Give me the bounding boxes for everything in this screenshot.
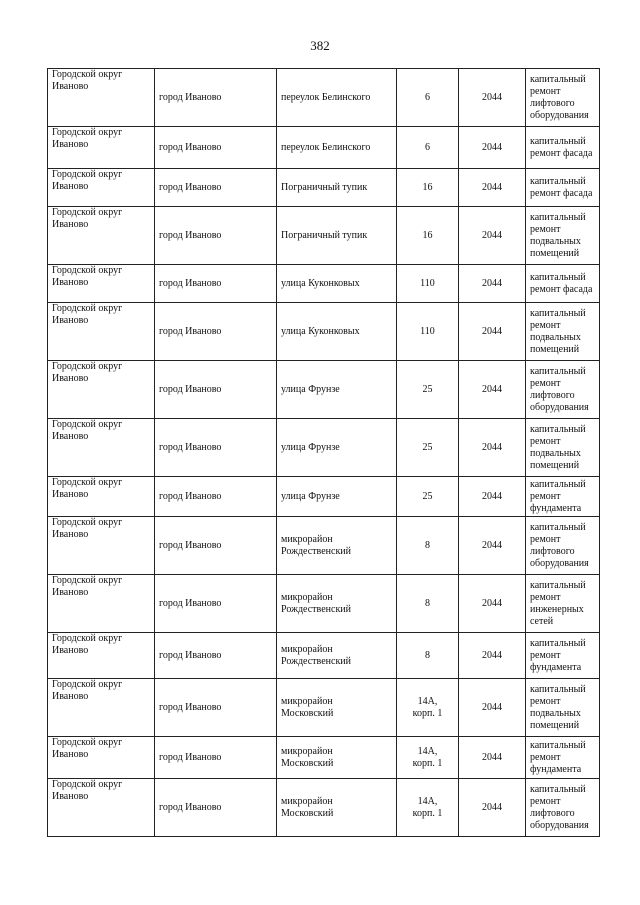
settlement-cell-text: город Иваново <box>159 229 222 241</box>
work-type-cell <box>526 361 600 419</box>
table-row <box>48 127 600 169</box>
municipality-cell <box>48 679 155 737</box>
street-cell-text: микрорайон Рождественский <box>281 533 352 557</box>
house-number-cell-text: 25 <box>422 441 433 453</box>
year-cell-text: 2044 <box>482 229 502 241</box>
house-number-cell-text: 25 <box>422 490 433 502</box>
settlement-cell-text: город Иваново <box>159 649 222 661</box>
table-row <box>48 69 600 127</box>
house-number-cell <box>397 737 459 779</box>
municipality-cell-text: Городской округ Иваново <box>52 303 123 326</box>
street-cell <box>277 127 397 169</box>
house-number-cell-text: 8 <box>425 539 430 551</box>
work-type-cell-text: капитальный ремонт фасада <box>530 175 593 199</box>
year-cell <box>459 127 526 169</box>
year-cell <box>459 517 526 575</box>
house-number-cell-text: 25 <box>422 383 433 395</box>
table-row <box>48 303 600 361</box>
year-cell-text: 2044 <box>482 490 502 502</box>
settlement-cell <box>155 303 277 361</box>
house-number-cell <box>397 517 459 575</box>
settlement-cell-text: город Иваново <box>159 383 222 395</box>
house-number-cell-text: 14А, корп. 1 <box>412 745 443 769</box>
street-cell <box>277 679 397 737</box>
settlement-cell-text: город Иваново <box>159 539 222 551</box>
year-cell <box>459 575 526 633</box>
house-number-cell <box>397 69 459 127</box>
house-number-cell <box>397 127 459 169</box>
work-type-cell <box>526 633 600 679</box>
work-type-cell <box>526 517 600 575</box>
municipality-cell-text: Городской округ Иваново <box>52 127 123 150</box>
house-number-cell <box>397 303 459 361</box>
settlement-cell-text: город Иваново <box>159 141 222 153</box>
work-type-cell-text: капитальный ремонт фундамента <box>530 478 586 514</box>
settlement-cell-text: город Иваново <box>159 441 222 453</box>
year-cell <box>459 169 526 207</box>
year-cell <box>459 737 526 779</box>
municipality-cell <box>48 303 155 361</box>
street-cell-text: улица Фрунзе <box>281 383 340 395</box>
year-cell <box>459 419 526 477</box>
settlement-cell <box>155 633 277 679</box>
work-type-cell-text: капитальный ремонт фасада <box>530 135 593 159</box>
work-type-cell-text: капитальный ремонт подвальных помещений <box>530 423 586 471</box>
work-type-cell <box>526 575 600 633</box>
work-type-cell-text: капитальный ремонт фундамента <box>530 739 586 775</box>
year-cell <box>459 69 526 127</box>
table-row <box>48 265 600 303</box>
settlement-cell <box>155 169 277 207</box>
year-cell <box>459 477 526 517</box>
settlement-cell-text: город Иваново <box>159 277 222 289</box>
year-cell <box>459 633 526 679</box>
settlement-cell <box>155 575 277 633</box>
street-cell <box>277 361 397 419</box>
table-row <box>48 575 600 633</box>
municipality-cell-text: Городской округ Иваново <box>52 633 123 656</box>
street-cell <box>277 737 397 779</box>
work-type-cell <box>526 207 600 265</box>
street-cell-text: микрорайон Московский <box>281 745 334 769</box>
municipality-cell-text: Городской округ Иваново <box>52 737 123 760</box>
municipality-cell-text: Городской округ Иваново <box>52 207 123 230</box>
municipality-cell <box>48 69 155 127</box>
street-cell-text: улица Куконковых <box>281 277 360 289</box>
year-cell <box>459 303 526 361</box>
work-type-cell-text: капитальный ремонт подвальных помещений <box>530 683 586 731</box>
street-cell-text: микрорайон Московский <box>281 695 334 719</box>
house-number-cell <box>397 207 459 265</box>
settlement-cell-text: город Иваново <box>159 801 222 813</box>
settlement-cell <box>155 265 277 303</box>
year-cell-text: 2044 <box>482 277 502 289</box>
year-cell-text: 2044 <box>482 325 502 337</box>
municipality-cell <box>48 477 155 517</box>
settlement-cell-text: город Иваново <box>159 597 222 609</box>
settlement-cell-text: город Иваново <box>159 490 222 502</box>
work-type-cell-text: капитальный ремонт подвальных помещений <box>530 307 586 355</box>
year-cell <box>459 361 526 419</box>
settlement-cell <box>155 477 277 517</box>
municipality-cell-text: Городской округ Иваново <box>52 575 123 598</box>
settlement-cell <box>155 419 277 477</box>
house-number-cell-text: 14А, корп. 1 <box>412 695 443 719</box>
year-cell-text: 2044 <box>482 383 502 395</box>
municipality-cell-text: Городской округ Иваново <box>52 169 123 192</box>
settlement-cell <box>155 517 277 575</box>
street-cell <box>277 169 397 207</box>
work-type-cell-text: капитальный ремонт лифтового оборудования <box>530 783 589 831</box>
table-row <box>48 679 600 737</box>
house-number-cell <box>397 575 459 633</box>
street-cell-text: Пограничный тупик <box>281 181 368 193</box>
table-body <box>48 69 600 837</box>
work-type-cell-text: капитальный ремонт фасада <box>530 271 593 295</box>
settlement-cell <box>155 679 277 737</box>
year-cell-text: 2044 <box>482 141 502 153</box>
year-cell-text: 2044 <box>482 751 502 763</box>
settlement-cell-text: город Иваново <box>159 325 222 337</box>
work-type-cell <box>526 477 600 517</box>
municipality-cell <box>48 419 155 477</box>
house-number-cell <box>397 477 459 517</box>
street-cell <box>277 477 397 517</box>
year-cell-text: 2044 <box>482 801 502 813</box>
house-number-cell-text: 8 <box>425 649 430 661</box>
settlement-cell <box>155 779 277 837</box>
street-cell-text: переулок Белинского <box>281 91 371 103</box>
settlement-cell-text: город Иваново <box>159 701 222 713</box>
municipality-cell-text: Городской округ Иваново <box>52 69 123 92</box>
settlement-cell-text: город Иваново <box>159 91 222 103</box>
year-cell-text: 2044 <box>482 181 502 193</box>
year-cell <box>459 265 526 303</box>
street-cell-text: улица Фрунзе <box>281 441 340 453</box>
municipality-cell <box>48 633 155 679</box>
table-row <box>48 477 600 517</box>
house-number-cell <box>397 633 459 679</box>
work-type-cell-text: капитальный ремонт лифтового оборудования <box>530 73 589 121</box>
municipality-cell <box>48 575 155 633</box>
street-cell-text: Пограничный тупик <box>281 229 368 241</box>
house-number-cell <box>397 419 459 477</box>
municipality-cell <box>48 737 155 779</box>
municipality-cell <box>48 517 155 575</box>
page-number: 382 <box>310 38 330 53</box>
house-number-cell-text: 16 <box>422 181 433 193</box>
street-cell <box>277 265 397 303</box>
street-cell <box>277 779 397 837</box>
municipality-cell <box>48 207 155 265</box>
street-cell <box>277 303 397 361</box>
settlement-cell-text: город Иваново <box>159 181 222 193</box>
house-number-cell <box>397 361 459 419</box>
street-cell-text: микрорайон Рождественский <box>281 591 352 615</box>
street-cell-text: переулок Белинского <box>281 141 371 153</box>
work-type-cell <box>526 127 600 169</box>
street-cell <box>277 69 397 127</box>
house-number-cell-text: 6 <box>425 141 430 153</box>
municipality-cell-text: Городской округ Иваново <box>52 779 123 802</box>
table-row <box>48 517 600 575</box>
house-number-cell <box>397 265 459 303</box>
house-number-cell-text: 14А, корп. 1 <box>412 795 443 819</box>
work-type-cell-text: капитальный ремонт лифтового оборудования <box>530 521 589 569</box>
year-cell <box>459 679 526 737</box>
settlement-cell <box>155 69 277 127</box>
year-cell-text: 2044 <box>482 597 502 609</box>
repair-schedule-table <box>47 68 600 837</box>
settlement-cell <box>155 361 277 419</box>
table-row <box>48 633 600 679</box>
settlement-cell-text: город Иваново <box>159 751 222 763</box>
house-number-cell-text: 6 <box>425 91 430 103</box>
house-number-cell-text: 110 <box>420 277 435 289</box>
municipality-cell-text: Городской округ Иваново <box>52 361 123 384</box>
street-cell <box>277 207 397 265</box>
settlement-cell <box>155 737 277 779</box>
table-row <box>48 207 600 265</box>
street-cell <box>277 517 397 575</box>
municipality-cell-text: Городской округ Иваново <box>52 679 123 702</box>
street-cell-text: микрорайон Московский <box>281 795 334 819</box>
work-type-cell <box>526 303 600 361</box>
street-cell <box>277 419 397 477</box>
year-cell <box>459 207 526 265</box>
year-cell-text: 2044 <box>482 701 502 713</box>
work-type-cell <box>526 419 600 477</box>
work-type-cell-text: капитальный ремонт фундамента <box>530 637 586 673</box>
settlement-cell <box>155 207 277 265</box>
year-cell-text: 2044 <box>482 539 502 551</box>
house-number-cell-text: 8 <box>425 597 430 609</box>
work-type-cell-text: капитальный ремонт инженерных сетей <box>530 579 586 627</box>
table-row <box>48 779 600 837</box>
work-type-cell <box>526 169 600 207</box>
work-type-cell <box>526 265 600 303</box>
work-type-cell-text: капитальный ремонт подвальных помещений <box>530 211 586 259</box>
municipality-cell-text: Городской округ Иваново <box>52 477 123 500</box>
street-cell-text: улица Фрунзе <box>281 490 340 502</box>
street-cell-text: улица Куконковых <box>281 325 360 337</box>
municipality-cell-text: Городской округ Иваново <box>52 419 123 442</box>
work-type-cell <box>526 737 600 779</box>
table-row <box>48 361 600 419</box>
year-cell-text: 2044 <box>482 91 502 103</box>
street-cell-text: микрорайон Рождественский <box>281 643 352 667</box>
settlement-cell <box>155 127 277 169</box>
work-type-cell <box>526 779 600 837</box>
house-number-cell-text: 110 <box>420 325 435 337</box>
year-cell-text: 2044 <box>482 441 502 453</box>
municipality-cell <box>48 361 155 419</box>
street-cell <box>277 633 397 679</box>
municipality-cell <box>48 127 155 169</box>
municipality-cell <box>48 169 155 207</box>
municipality-cell <box>48 265 155 303</box>
table-row <box>48 737 600 779</box>
street-cell <box>277 575 397 633</box>
municipality-cell-text: Городской округ Иваново <box>52 265 123 288</box>
municipality-cell <box>48 779 155 837</box>
municipality-cell-text: Городской округ Иваново <box>52 517 123 540</box>
house-number-cell <box>397 679 459 737</box>
house-number-cell <box>397 779 459 837</box>
work-type-cell-text: капитальный ремонт лифтового оборудования <box>530 365 589 413</box>
table-row <box>48 169 600 207</box>
house-number-cell <box>397 169 459 207</box>
year-cell <box>459 779 526 837</box>
house-number-cell-text: 16 <box>422 229 433 241</box>
work-type-cell <box>526 679 600 737</box>
work-type-cell <box>526 69 600 127</box>
year-cell-text: 2044 <box>482 649 502 661</box>
table-row <box>48 419 600 477</box>
